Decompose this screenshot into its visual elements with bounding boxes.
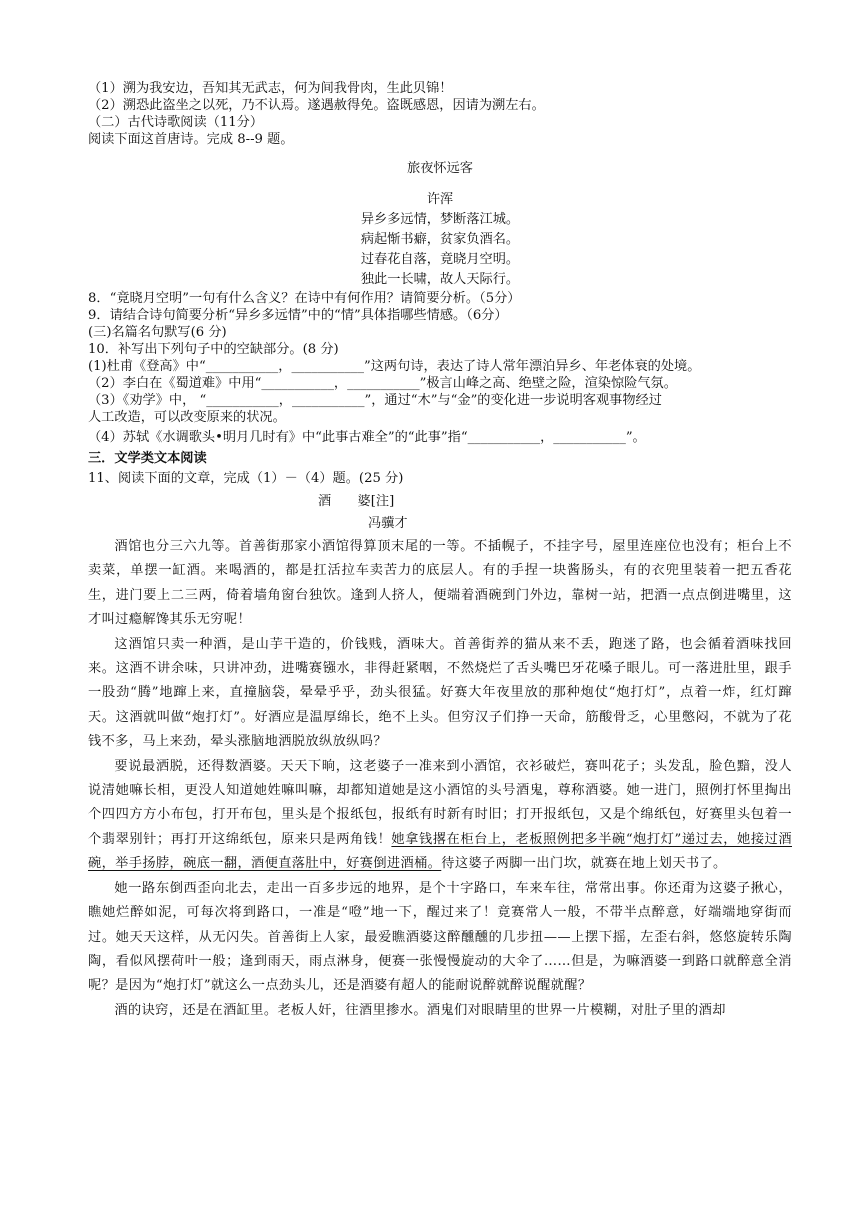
story-paragraph-1: 酒馆也分三六九等。首善街那家小酒馆得算顶末尾的一等。不插幌子，不挂字号，屋里连座位也没有；柜台上不卖菜，单摆一缸酒。来喝酒的，都是扛活拉车卖苦力的底层人。有的手捏一块酱肠头，有的衣兜里装着一把五香花生，进门要上二三两，倚着墙角窗台独饮。逢到人挤人，便端着酒碗到门外边，靠树一站，把酒一点点倒进嘴里，这才叫过瘾解馋其乐无穷呢！ — [88, 539, 792, 628]
question-11: 11、阅读下面的文章，完成（1）－（4）题。(25 分) — [88, 471, 404, 486]
poem-line: 独此一长啸，故人天际行。 — [360, 272, 520, 287]
poem-line: 病起惭书癖，贫家负酒名。 — [360, 232, 520, 247]
story-paragraph-5: 酒的诀窍，还是在酒缸里。老板人奸，往酒里掺水。酒鬼们对眼睛里的世界一片模糊，对肚子里的酒却 — [114, 1002, 726, 1018]
recitation-item-2: （2）李白在《蜀道难》中用“___________，___________”极言山峰之高、绝壁之险，渲染惊险气氛。 — [88, 376, 677, 391]
story-paragraph-4: 她一路东倒西歪向北去，走出一百多步远的地界，是个十字路口，车来车往，常常出事。你还甭为这婆子揪心，瞧她烂醉如泥，可每次将到路口，一准是“噔”地一下，醒过来了！竟赛常人一般，不带半点醉意，好端端地穿街而过。她天天这样，从无闪失。首善街上人家，最爱瞧酒婆这醉醺醺的几步扭——上摆下摇，左歪右斜，悠悠旋转乐陶陶，看似风摆荷叶一般；逢到雨天，雨点淋身，便赛一张慢慢旋动的大伞了……但是，为嘛酒婆一到路口就醉意全消呢？是因为“炮打灯”就这么一点劲头儿，还是酒婆有超人的能耐说醉就醉说醒就醒？ — [88, 880, 792, 994]
question-10: 10．补写出下列句子中的空缺部分。(8 分) — [88, 342, 339, 357]
story-author: 冯骥才 — [368, 516, 408, 531]
story-title: 酒 婆[注] — [318, 494, 395, 509]
translation-item-2: （2）溯恐此盗坐之以死，乃不认焉。遂遇赦得免。盗既感恩，因请为溯左右。 — [88, 98, 545, 113]
story-paragraph-3-end: 待这婆子两脚一出门坎，就赛在地上划天书了。 — [441, 856, 727, 872]
literary-section-heading: 三．文学类文本阅读 — [88, 451, 207, 466]
recitation-item-3-cont: 人工改造，可以改变原来的状况。 — [88, 410, 286, 425]
story-paragraph-2: 这酒馆只卖一种酒，是山芋干造的，价钱贱，酒味大。首善街养的猫从来不丢，跑迷了路，也会循着酒味找回来。这酒不讲余味，只讲冲劲，进嘴赛镪水，非得赶紧咽，不然烧烂了舌头嘴巴牙花嗓子眼儿。可一落进肚里，跟手一股劲“腾”地蹿上来，直撞脑袋，晕晕乎乎，劲头很猛。好赛大年夜里放的那种炮仗“炮打灯”，点着一炸，红灯蹿天。这酒就叫做“炮打灯”。好酒应是温厚绵长，绝不上头。但穷汉子们挣一天命，筋酸骨乏，心里憋闷，不就为了花钱不多，马上来劲，晕头涨脑地洒脱放纵放纵吗？ — [88, 636, 792, 750]
story-paragraph-3-text: 要说最洒脱，还得数酒婆。天天下晌，这老婆子一准来到小酒馆，衣衫破烂，赛叫花子；头发乱，脸色黯，没人说清她嘛长相，更没人知道她姓嘛叫嘛，却都知道她是这小酒馆的头号酒鬼，尊称酒婆。她一进门，照例打怀里掏出个四四方方小布包，打开布包，里头是个报纸包，报纸有时新有时旧；打开报纸包，又是个绵纸包，好赛里头包着一个翡翠别针；再打开这绵纸包，原来只是两角钱！ — [88, 758, 792, 847]
poem-title: 旅夜怀远客 — [407, 161, 473, 176]
recitation-item-1: (1)杜甫《登高》中“___________，___________”这两句诗，表达了诗人常年漂泊异乡、年老体衰的处境。 — [88, 359, 701, 374]
poem-line: 过春花自落，竟晓月空明。 — [360, 252, 520, 267]
translation-item-1: （1）溯为我安边，吾知其无武志，何为间我骨肉，生此贝锦！ — [88, 81, 453, 96]
underlined-sentence: 她拿钱撂在柜台上，老板照例把多半碗“炮打灯”递过去，她接过酒碗，举手扬脖，碗底一翻，酒便直落肚中，好赛倒进酒桶。 — [88, 831, 792, 872]
recitation-item-3: （3）《劝学》中， “___________，___________”，通过“木”与“金”的变化进一步说明客观事物经过 — [88, 393, 662, 408]
poem-line: 异乡多远情，梦断落江城。 — [360, 212, 520, 227]
poem-author: 许浑 — [426, 192, 454, 207]
poetry-instruction: 阅读下面这首唐诗。完成 8--9 题。 — [88, 132, 294, 147]
story-paragraph-3 — [88, 755, 792, 877]
question-9: 9．请结合诗句简要分析“异乡多远情”中的“情”具体指哪些情感。（6分） — [88, 308, 508, 323]
question-8: 8．“竟晓月空明”一句有什么含义？在诗中有何作用？请简要分析。（5分） — [88, 291, 521, 306]
recitation-heading: (三)名篇名句默写(6 分) — [88, 325, 227, 340]
poetry-section-heading: （二）古代诗歌阅读（11分） — [88, 115, 264, 130]
recitation-item-4: （4）苏轼《水调歌头•明月几时有》中“此事古难全”的“此事”指“___________，___________”。 — [88, 430, 646, 445]
document-page — [88, 80, 792, 1023]
